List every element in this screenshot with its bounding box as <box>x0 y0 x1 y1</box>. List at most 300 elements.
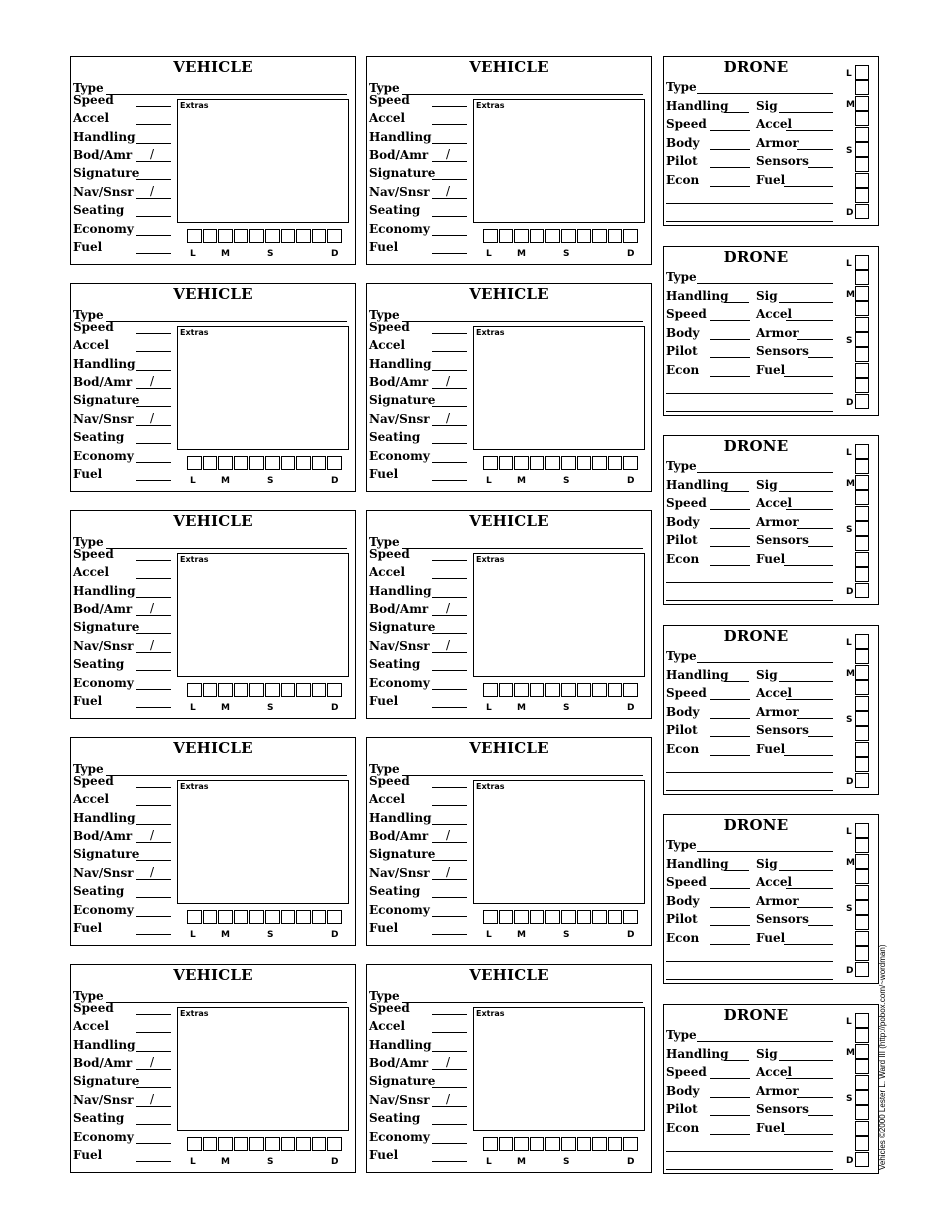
damage-box[interactable] <box>499 683 514 697</box>
stat-field[interactable] <box>724 112 749 113</box>
stat-field[interactable] <box>432 1087 467 1088</box>
stat-field[interactable] <box>432 124 467 125</box>
damage-box[interactable] <box>855 255 869 270</box>
damage-box[interactable] <box>855 854 869 869</box>
damage-box[interactable] <box>592 683 607 697</box>
damage-box[interactable] <box>623 1137 638 1151</box>
damage-box[interactable] <box>855 567 869 582</box>
stat-field[interactable] <box>786 320 833 321</box>
type-field[interactable] <box>106 775 347 776</box>
damage-box[interactable] <box>855 332 869 347</box>
damage-box[interactable] <box>855 394 869 409</box>
stat-field[interactable] <box>432 480 467 481</box>
damage-box[interactable] <box>855 475 869 490</box>
damage-box[interactable] <box>855 286 869 301</box>
extras-box[interactable] <box>177 553 349 677</box>
stat-field[interactable] <box>724 302 749 303</box>
damage-box[interactable] <box>623 229 638 243</box>
stat-field[interactable] <box>710 339 750 340</box>
damage-box[interactable] <box>855 65 869 80</box>
stat-field[interactable] <box>710 944 750 945</box>
damage-box[interactable] <box>855 80 869 95</box>
damage-box[interactable] <box>312 910 327 924</box>
stat-field[interactable] <box>136 615 171 616</box>
stat-field[interactable] <box>797 1097 833 1098</box>
stat-field[interactable] <box>432 253 467 254</box>
stat-field[interactable] <box>710 925 750 926</box>
damage-box[interactable] <box>855 869 869 884</box>
damage-box[interactable] <box>483 910 498 924</box>
stat-field[interactable] <box>784 944 833 945</box>
damage-box[interactable] <box>855 347 869 362</box>
type-field[interactable] <box>697 283 833 284</box>
stat-field[interactable] <box>136 1014 171 1015</box>
damage-box[interactable] <box>855 204 869 219</box>
stat-field[interactable] <box>432 1051 467 1052</box>
stat-field[interactable] <box>432 916 467 917</box>
damage-box[interactable] <box>265 1137 280 1151</box>
damage-box[interactable] <box>514 910 529 924</box>
stat-field[interactable] <box>808 546 833 547</box>
stat-field[interactable] <box>797 149 833 150</box>
damage-box[interactable] <box>203 910 218 924</box>
stat-field[interactable] <box>710 1115 750 1116</box>
damage-box[interactable] <box>203 456 218 470</box>
stat-field[interactable] <box>136 670 171 671</box>
stat-field[interactable] <box>710 186 750 187</box>
stat-field[interactable] <box>136 388 171 389</box>
stat-field[interactable] <box>136 1143 171 1144</box>
damage-box[interactable] <box>281 456 296 470</box>
stat-field[interactable] <box>710 1078 750 1079</box>
stat-field[interactable] <box>710 755 750 756</box>
stat-field[interactable] <box>136 198 171 199</box>
stat-field[interactable] <box>136 897 171 898</box>
stat-field[interactable] <box>710 546 750 547</box>
stat-field[interactable] <box>432 805 467 806</box>
stat-field[interactable] <box>710 718 750 719</box>
stat-field[interactable] <box>136 351 171 352</box>
damage-box[interactable] <box>855 885 869 900</box>
damage-box[interactable] <box>234 229 249 243</box>
stat-field[interactable] <box>779 681 833 682</box>
damage-box[interactable] <box>608 1137 623 1151</box>
damage-box[interactable] <box>234 1137 249 1151</box>
type-field[interactable] <box>106 1002 347 1003</box>
stat-field[interactable] <box>136 560 171 561</box>
stat-field[interactable] <box>710 907 750 908</box>
notes-line[interactable] <box>666 790 833 791</box>
type-field[interactable] <box>402 548 643 549</box>
damage-box[interactable] <box>187 683 202 697</box>
damage-box[interactable] <box>327 229 342 243</box>
stat-field[interactable] <box>432 1014 467 1015</box>
stat-field[interactable] <box>432 425 467 426</box>
damage-box[interactable] <box>577 229 592 243</box>
stat-field[interactable] <box>808 167 833 168</box>
damage-box[interactable] <box>855 915 869 930</box>
damage-box[interactable] <box>499 456 514 470</box>
damage-box[interactable] <box>545 1137 560 1151</box>
stat-field[interactable] <box>136 406 171 407</box>
extras-box[interactable] <box>177 1007 349 1131</box>
damage-box[interactable] <box>281 1137 296 1151</box>
damage-box[interactable] <box>530 683 545 697</box>
stat-field[interactable] <box>136 443 171 444</box>
type-field[interactable] <box>402 94 643 95</box>
damage-box[interactable] <box>187 910 202 924</box>
damage-box[interactable] <box>561 229 576 243</box>
stat-field[interactable] <box>779 870 833 871</box>
stat-field[interactable] <box>432 388 467 389</box>
damage-box[interactable] <box>530 910 545 924</box>
damage-box[interactable] <box>855 1028 869 1043</box>
damage-box[interactable] <box>514 229 529 243</box>
stat-field[interactable] <box>136 1106 171 1107</box>
damage-box[interactable] <box>499 229 514 243</box>
stat-field[interactable] <box>710 1134 750 1135</box>
stat-field[interactable] <box>808 1115 833 1116</box>
damage-box[interactable] <box>499 910 514 924</box>
damage-box[interactable] <box>281 910 296 924</box>
stat-field[interactable] <box>136 235 171 236</box>
damage-box[interactable] <box>249 1137 264 1151</box>
type-field[interactable] <box>402 1002 643 1003</box>
damage-box[interactable] <box>855 931 869 946</box>
stat-field[interactable] <box>136 916 171 917</box>
notes-line[interactable] <box>666 411 833 412</box>
stat-field[interactable] <box>136 161 171 162</box>
stat-field[interactable] <box>784 565 833 566</box>
damage-box[interactable] <box>203 229 218 243</box>
notes-line[interactable] <box>666 1151 833 1152</box>
stat-field[interactable] <box>808 925 833 926</box>
stat-field[interactable] <box>432 670 467 671</box>
damage-box[interactable] <box>608 683 623 697</box>
damage-box[interactable] <box>855 270 869 285</box>
damage-box[interactable] <box>855 900 869 915</box>
damage-box[interactable] <box>296 683 311 697</box>
stat-field[interactable] <box>136 370 171 371</box>
damage-box[interactable] <box>249 683 264 697</box>
notes-line[interactable] <box>666 979 833 980</box>
stat-field[interactable] <box>432 1106 467 1107</box>
damage-box[interactable] <box>855 378 869 393</box>
stat-field[interactable] <box>432 578 467 579</box>
damage-box[interactable] <box>855 157 869 172</box>
stat-field[interactable] <box>786 130 833 131</box>
damage-box[interactable] <box>483 683 498 697</box>
damage-box[interactable] <box>561 910 576 924</box>
stat-field[interactable] <box>432 333 467 334</box>
stat-field[interactable] <box>136 879 171 880</box>
stat-field[interactable] <box>784 1134 833 1135</box>
damage-box[interactable] <box>855 742 869 757</box>
damage-box[interactable] <box>514 1137 529 1151</box>
damage-box[interactable] <box>855 773 869 788</box>
stat-field[interactable] <box>784 755 833 756</box>
stat-field[interactable] <box>779 491 833 492</box>
damage-box[interactable] <box>218 229 233 243</box>
damage-box[interactable] <box>312 683 327 697</box>
damage-box[interactable] <box>608 229 623 243</box>
stat-field[interactable] <box>136 633 171 634</box>
stat-field[interactable] <box>136 1032 171 1033</box>
stat-field[interactable] <box>432 406 467 407</box>
stat-field[interactable] <box>136 805 171 806</box>
damage-box[interactable] <box>218 1137 233 1151</box>
damage-box[interactable] <box>855 1105 869 1120</box>
extras-box[interactable] <box>177 326 349 450</box>
stat-field[interactable] <box>710 130 750 131</box>
stat-field[interactable] <box>710 699 750 700</box>
damage-box[interactable] <box>218 456 233 470</box>
damage-box[interactable] <box>623 683 638 697</box>
damage-box[interactable] <box>855 142 869 157</box>
damage-box[interactable] <box>234 910 249 924</box>
stat-field[interactable] <box>432 633 467 634</box>
damage-box[interactable] <box>855 696 869 711</box>
stat-field[interactable] <box>136 1051 171 1052</box>
damage-box[interactable] <box>545 910 560 924</box>
damage-box[interactable] <box>855 1059 869 1074</box>
damage-box[interactable] <box>855 1152 869 1167</box>
stat-field[interactable] <box>432 198 467 199</box>
damage-box[interactable] <box>483 1137 498 1151</box>
damage-box[interactable] <box>855 962 869 977</box>
stat-field[interactable] <box>786 888 833 889</box>
stat-field[interactable] <box>797 528 833 529</box>
stat-field[interactable] <box>136 179 171 180</box>
extras-box[interactable] <box>177 780 349 904</box>
damage-box[interactable] <box>855 757 869 772</box>
damage-box[interactable] <box>855 1121 869 1136</box>
stat-field[interactable] <box>784 186 833 187</box>
stat-field[interactable] <box>724 491 749 492</box>
type-field[interactable] <box>106 321 347 322</box>
stat-field[interactable] <box>136 707 171 708</box>
damage-box[interactable] <box>592 456 607 470</box>
notes-line[interactable] <box>666 772 833 773</box>
stat-field[interactable] <box>432 179 467 180</box>
stat-field[interactable] <box>432 216 467 217</box>
notes-line[interactable] <box>666 600 833 601</box>
damage-box[interactable] <box>855 583 869 598</box>
damage-box[interactable] <box>265 910 280 924</box>
damage-box[interactable] <box>296 910 311 924</box>
damage-box[interactable] <box>855 490 869 505</box>
type-field[interactable] <box>106 548 347 549</box>
stat-field[interactable] <box>136 106 171 107</box>
stat-field[interactable] <box>136 860 171 861</box>
type-field[interactable] <box>106 94 347 95</box>
stat-field[interactable] <box>786 1078 833 1079</box>
stat-field[interactable] <box>710 357 750 358</box>
damage-box[interactable] <box>203 683 218 697</box>
damage-box[interactable] <box>855 173 869 188</box>
damage-box[interactable] <box>327 910 342 924</box>
damage-box[interactable] <box>265 683 280 697</box>
damage-box[interactable] <box>530 456 545 470</box>
type-field[interactable] <box>697 1041 833 1042</box>
stat-field[interactable] <box>136 1161 171 1162</box>
stat-field[interactable] <box>136 1124 171 1125</box>
notes-line[interactable] <box>666 1169 833 1170</box>
type-field[interactable] <box>697 472 833 473</box>
damage-box[interactable] <box>187 456 202 470</box>
damage-box[interactable] <box>855 838 869 853</box>
stat-field[interactable] <box>432 824 467 825</box>
extras-box[interactable] <box>473 99 645 223</box>
damage-box[interactable] <box>855 726 869 741</box>
notes-line[interactable] <box>666 582 833 583</box>
stat-field[interactable] <box>432 351 467 352</box>
stat-field[interactable] <box>432 652 467 653</box>
damage-box[interactable] <box>249 229 264 243</box>
stat-field[interactable] <box>136 1087 171 1088</box>
stat-field[interactable] <box>797 907 833 908</box>
damage-box[interactable] <box>483 229 498 243</box>
stat-field[interactable] <box>136 1069 171 1070</box>
damage-box[interactable] <box>855 127 869 142</box>
stat-field[interactable] <box>136 124 171 125</box>
damage-box[interactable] <box>483 456 498 470</box>
damage-box[interactable] <box>218 910 233 924</box>
stat-field[interactable] <box>432 860 467 861</box>
stat-field[interactable] <box>432 235 467 236</box>
extras-box[interactable] <box>473 780 645 904</box>
stat-field[interactable] <box>432 1143 467 1144</box>
damage-box[interactable] <box>499 1137 514 1151</box>
damage-box[interactable] <box>592 229 607 243</box>
stat-field[interactable] <box>136 143 171 144</box>
damage-box[interactable] <box>514 456 529 470</box>
damage-box[interactable] <box>855 552 869 567</box>
damage-box[interactable] <box>545 683 560 697</box>
damage-box[interactable] <box>855 521 869 536</box>
stat-field[interactable] <box>136 425 171 426</box>
stat-field[interactable] <box>710 320 750 321</box>
damage-box[interactable] <box>187 1137 202 1151</box>
stat-field[interactable] <box>136 652 171 653</box>
extras-box[interactable] <box>473 1007 645 1131</box>
damage-box[interactable] <box>561 456 576 470</box>
damage-box[interactable] <box>855 301 869 316</box>
damage-box[interactable] <box>514 683 529 697</box>
damage-box[interactable] <box>561 683 576 697</box>
stat-field[interactable] <box>710 528 750 529</box>
stat-field[interactable] <box>136 842 171 843</box>
stat-field[interactable] <box>710 167 750 168</box>
stat-field[interactable] <box>710 565 750 566</box>
stat-field[interactable] <box>136 333 171 334</box>
stat-field[interactable] <box>432 787 467 788</box>
notes-line[interactable] <box>666 961 833 962</box>
damage-box[interactable] <box>855 1136 869 1151</box>
stat-field[interactable] <box>432 143 467 144</box>
damage-box[interactable] <box>855 711 869 726</box>
stat-field[interactable] <box>136 578 171 579</box>
stat-field[interactable] <box>786 509 833 510</box>
stat-field[interactable] <box>432 560 467 561</box>
stat-field[interactable] <box>432 879 467 880</box>
damage-box[interactable] <box>218 683 233 697</box>
damage-box[interactable] <box>855 823 869 838</box>
damage-box[interactable] <box>312 1137 327 1151</box>
type-field[interactable] <box>697 662 833 663</box>
damage-box[interactable] <box>855 444 869 459</box>
notes-line[interactable] <box>666 393 833 394</box>
damage-box[interactable] <box>855 459 869 474</box>
stat-field[interactable] <box>432 897 467 898</box>
damage-box[interactable] <box>855 536 869 551</box>
damage-box[interactable] <box>577 1137 592 1151</box>
damage-box[interactable] <box>327 1137 342 1151</box>
stat-field[interactable] <box>797 339 833 340</box>
stat-field[interactable] <box>136 462 171 463</box>
stat-field[interactable] <box>136 689 171 690</box>
damage-box[interactable] <box>187 229 202 243</box>
stat-field[interactable] <box>432 462 467 463</box>
stat-field[interactable] <box>724 1060 749 1061</box>
damage-box[interactable] <box>592 910 607 924</box>
stat-field[interactable] <box>710 1097 750 1098</box>
damage-box[interactable] <box>855 111 869 126</box>
damage-box[interactable] <box>327 683 342 697</box>
stat-field[interactable] <box>797 718 833 719</box>
stat-field[interactable] <box>432 161 467 162</box>
damage-box[interactable] <box>855 363 869 378</box>
damage-box[interactable] <box>265 229 280 243</box>
extras-box[interactable] <box>473 326 645 450</box>
stat-field[interactable] <box>432 615 467 616</box>
type-field[interactable] <box>697 851 833 852</box>
notes-line[interactable] <box>666 221 833 222</box>
stat-field[interactable] <box>136 480 171 481</box>
damage-box[interactable] <box>249 456 264 470</box>
damage-box[interactable] <box>281 683 296 697</box>
damage-box[interactable] <box>855 1044 869 1059</box>
damage-box[interactable] <box>312 229 327 243</box>
extras-box[interactable] <box>473 553 645 677</box>
stat-field[interactable] <box>136 216 171 217</box>
damage-box[interactable] <box>608 910 623 924</box>
stat-field[interactable] <box>710 736 750 737</box>
damage-box[interactable] <box>855 1090 869 1105</box>
stat-field[interactable] <box>808 736 833 737</box>
stat-field[interactable] <box>136 934 171 935</box>
damage-box[interactable] <box>855 1075 869 1090</box>
stat-field[interactable] <box>432 1124 467 1125</box>
stat-field[interactable] <box>136 253 171 254</box>
damage-box[interactable] <box>265 456 280 470</box>
damage-box[interactable] <box>312 456 327 470</box>
stat-field[interactable] <box>432 842 467 843</box>
damage-box[interactable] <box>561 1137 576 1151</box>
stat-field[interactable] <box>724 681 749 682</box>
stat-field[interactable] <box>432 370 467 371</box>
stat-field[interactable] <box>432 597 467 598</box>
stat-field[interactable] <box>136 597 171 598</box>
damage-box[interactable] <box>296 456 311 470</box>
damage-box[interactable] <box>855 634 869 649</box>
stat-field[interactable] <box>779 112 833 113</box>
stat-field[interactable] <box>710 376 750 377</box>
stat-field[interactable] <box>432 1161 467 1162</box>
damage-box[interactable] <box>296 229 311 243</box>
stat-field[interactable] <box>784 376 833 377</box>
stat-field[interactable] <box>432 934 467 935</box>
